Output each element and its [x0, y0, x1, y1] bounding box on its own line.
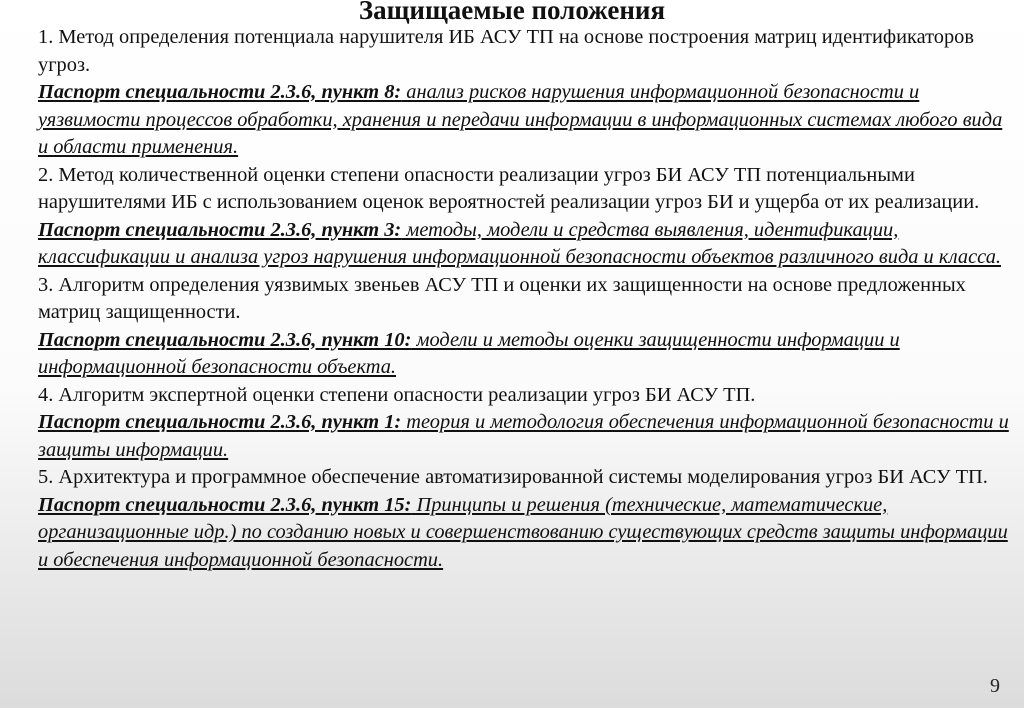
item-2-passport-text: методы, модели и средства выявления, идентификации, классификации и анализа угроз нарушения информационной безопасности объектов различного вида и класса.	[38, 218, 1001, 268]
slide-body	[38, 24, 1010, 574]
item-4-text: 4. Алгоритм экспертной оценки степени опасности реализации угроз БИ АСУ ТП.	[38, 383, 756, 406]
item-3-passport-text: модели и методы оценки защищенности информации и информационной безопасности объекта.	[38, 328, 900, 378]
item-1-passport	[38, 79, 1010, 162]
item-1-passport-label: Паспорт специальности 2.3.6, пункт 8:	[38, 81, 402, 103]
item-3-text: 3. Алгоритм определения уязвимых звеньев АСУ ТП и оценки их защищенности на основе предложенных матриц защищенности.	[38, 273, 966, 323]
slide-title: Защищаемые положения	[358, 0, 666, 25]
item-5-passport-text: Принципы и решения (технические, математические, организационные идр.) по созданию новых и совершенствованию существующих средств защиты информации и обеспечения информационной безопасности.	[38, 493, 1008, 571]
item-2-text: 2. Метод количественной оценки степени опасности реализации угроз БИ АСУ ТП потенциальными нарушителями ИБ с использованием оценок вероятностей реализации угроз БИ и ущерба от их реализации.	[38, 163, 980, 213]
item-4-passport-text: теория и методология обеспечения информационной безопасности и защиты информации.	[38, 411, 1009, 461]
item-5-passport-label: Паспорт специальности 2.3.6, пункт 15:	[38, 493, 412, 516]
item-5-text: 5. Архитектура и программное обеспечение автоматизированной системы моделирования угроз БИ АСУ ТП.	[38, 466, 988, 488]
item-1-text: 1. Метод определения потенциала нарушителя ИБ АСУ ТП на основе построения матриц идентификаторов угроз.	[38, 26, 974, 76]
page-number: 9	[990, 675, 1000, 697]
item-3-passport-label: Паспорт специальности 2.3.6, пункт 10:	[38, 328, 412, 351]
item-2-passport-label: Паспорт специальности 2.3.6, пункт 3:	[38, 218, 402, 241]
item-1-passport-text: анализ рисков нарушения информационной безопасности и уязвимости процессов обработки, хранения и передачи информации в информационных системах любого вида и области применения.	[38, 81, 1003, 158]
item-4-passport	[38, 409, 1010, 464]
item-3-passport	[38, 327, 1010, 382]
item-5-passport	[38, 492, 1010, 575]
item-2-passport	[38, 217, 1010, 272]
item-4-passport-label: Паспорт специальности 2.3.6, пункт 1:	[38, 411, 402, 433]
